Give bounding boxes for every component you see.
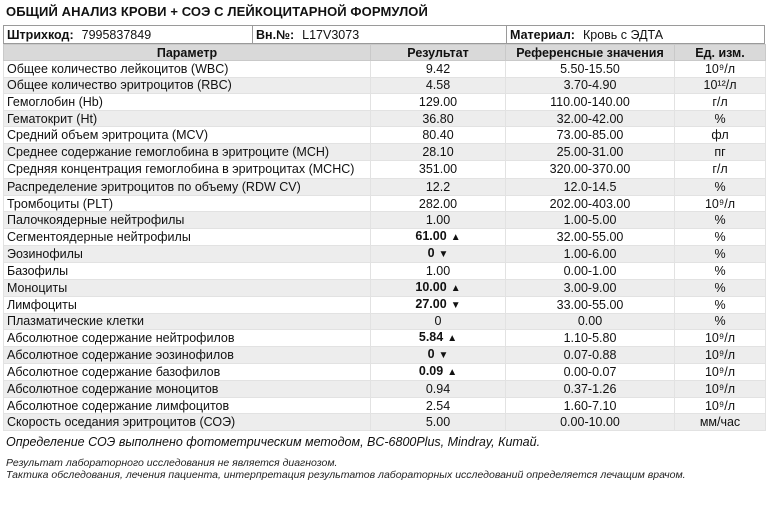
result-value: 0	[427, 245, 435, 260]
table-row	[4, 127, 766, 144]
unit: %	[675, 110, 766, 127]
table-row	[4, 143, 766, 160]
result-value: 61.00	[415, 228, 447, 243]
arrow-down-icon: ▼	[450, 299, 461, 311]
result-value: 4.58	[425, 78, 451, 93]
arrow-down-icon: ▼	[438, 248, 449, 260]
parameter-name: Лимфоциты	[4, 296, 371, 313]
reference-range: 1.00-5.00	[506, 212, 675, 229]
unit: %	[675, 212, 766, 229]
table-row	[4, 279, 766, 296]
result-value-cell	[371, 296, 506, 313]
table-row	[4, 414, 766, 431]
table-row	[4, 347, 766, 364]
result-value: 9.42	[425, 61, 451, 76]
parameter-name: Абсолютное содержание эозинофилов	[4, 347, 371, 364]
unit: пг	[675, 143, 766, 160]
external-number-cell	[253, 26, 507, 43]
unit: %	[675, 296, 766, 313]
unit: 10⁹/л	[675, 397, 766, 414]
result-value-cell	[371, 313, 506, 330]
result-value-cell	[371, 160, 506, 179]
header-reference: Референсные значения	[506, 45, 675, 61]
arrow-up-icon: ▲	[450, 282, 461, 294]
result-value: 5.00	[425, 415, 451, 430]
result-value-cell	[371, 347, 506, 364]
result-value: 1.00	[425, 213, 451, 228]
reference-range: 5.50-15.50	[506, 61, 675, 78]
table-row	[4, 364, 766, 381]
table-row	[4, 262, 766, 279]
reference-range: 202.00-403.00	[506, 195, 675, 212]
reference-range: 12.0-14.5	[506, 179, 675, 196]
unit: %	[675, 245, 766, 262]
result-value-cell	[371, 143, 506, 160]
barcode-label: Штрихкод:	[7, 27, 74, 42]
result-value: 27.00	[415, 296, 447, 311]
result-value-cell	[371, 179, 506, 196]
result-value-cell	[371, 364, 506, 381]
reference-range: 3.00-9.00	[506, 279, 675, 296]
parameter-name: Общее количество лейкоцитов (WBC)	[4, 61, 371, 78]
reference-range: 0.00	[506, 313, 675, 330]
parameter-name: Скорость оседания эритроцитов (СОЭ)	[4, 414, 371, 431]
parameter-name: Плазматические клетки	[4, 313, 371, 330]
header-result: Результат	[371, 45, 506, 61]
unit: 10⁹/л	[675, 381, 766, 398]
result-value: 0.09	[418, 364, 444, 379]
result-value: 0	[434, 314, 442, 329]
table-row	[4, 313, 766, 330]
parameter-name: Сегментоядерные нейтрофилы	[4, 228, 371, 245]
disclaimer-diagnosis: Результат лабораторного исследования не является диагнозом.	[6, 457, 338, 469]
table-row	[4, 195, 766, 212]
unit: %	[675, 313, 766, 330]
reference-range: 3.70-4.90	[506, 77, 675, 94]
result-value: 351.00	[418, 162, 458, 177]
result-value-cell	[371, 414, 506, 431]
reference-range: 25.00-31.00	[506, 143, 675, 160]
result-value: 12.2	[425, 179, 451, 194]
unit: 10⁹/л	[675, 347, 766, 364]
result-value: 80.40	[422, 128, 454, 143]
unit: 10⁹/л	[675, 61, 766, 78]
external-number-label: Вн.№:	[256, 27, 295, 42]
specimen-info-bar	[3, 25, 765, 44]
material-cell	[507, 26, 764, 43]
reference-range: 1.00-6.00	[506, 245, 675, 262]
arrow-up-icon: ▲	[450, 231, 461, 243]
result-value: 0	[427, 347, 435, 362]
reference-range: 320.00-370.00	[506, 160, 675, 179]
unit: 10¹²/л	[675, 77, 766, 94]
table-row	[4, 77, 766, 94]
result-value-cell	[371, 245, 506, 262]
results-table	[3, 44, 766, 431]
parameter-name: Абсолютное содержание нейтрофилов	[4, 330, 371, 347]
barcode-value: 7995837849	[81, 27, 152, 42]
table-row	[4, 228, 766, 245]
parameter-name: Абсолютное содержание базофилов	[4, 364, 371, 381]
parameter-name: Распределение эритроцитов по объему (RDW CV)	[4, 179, 371, 196]
result-value: 0.94	[425, 381, 451, 396]
unit: %	[675, 262, 766, 279]
table-row	[4, 160, 766, 179]
table-row	[4, 245, 766, 262]
reference-range: 110.00-140.00	[506, 94, 675, 111]
result-value-cell	[371, 77, 506, 94]
result-value-cell	[371, 279, 506, 296]
result-value-cell	[371, 212, 506, 229]
arrow-up-icon: ▲	[447, 367, 458, 379]
unit: мм/час	[675, 414, 766, 431]
unit: г/л	[675, 94, 766, 111]
unit: 10⁹/л	[675, 364, 766, 381]
parameter-name: Общее количество эритроцитов (RBC)	[4, 77, 371, 94]
parameter-name: Абсолютное содержание моноцитов	[4, 381, 371, 398]
result-value: 2.54	[425, 398, 451, 413]
external-number-value: L17V3073	[302, 27, 360, 42]
arrow-up-icon: ▲	[447, 333, 458, 345]
table-row	[4, 381, 766, 398]
material-label: Материал:	[510, 27, 575, 42]
parameter-name: Базофилы	[4, 262, 371, 279]
result-value: 36.80	[422, 111, 454, 126]
unit: 10⁹/л	[675, 330, 766, 347]
result-value: 129.00	[418, 94, 458, 109]
result-value: 1.00	[425, 263, 451, 278]
result-value-cell	[371, 262, 506, 279]
reference-range: 33.00-55.00	[506, 296, 675, 313]
unit: %	[675, 279, 766, 296]
reference-range: 0.00-0.07	[506, 364, 675, 381]
table-row	[4, 397, 766, 414]
parameter-name: Гематокрит (Ht)	[4, 110, 371, 127]
unit: %	[675, 179, 766, 196]
reference-range: 0.00-10.00	[506, 414, 675, 431]
result-value: 282.00	[418, 196, 458, 211]
table-row	[4, 110, 766, 127]
disclaimer-interpretation: Тактика обследования, лечения пациента, интерпретация результатов лабораторных исследований определяется лечащим врачом.	[6, 469, 686, 481]
reference-range: 1.10-5.80	[506, 330, 675, 347]
header-parameter: Параметр	[4, 45, 371, 61]
table-row	[4, 94, 766, 111]
table-row	[4, 212, 766, 229]
unit: %	[675, 228, 766, 245]
result-value-cell	[371, 330, 506, 347]
parameter-name: Гемоглобин (Hb)	[4, 94, 371, 111]
result-value-cell	[371, 228, 506, 245]
result-value-cell	[371, 195, 506, 212]
method-note: Определение СОЭ выполнено фотометрическим методом, BC-6800Plus, Mindray, Китай.	[6, 435, 541, 449]
reference-range: 73.00-85.00	[506, 127, 675, 144]
arrow-down-icon: ▼	[438, 350, 449, 362]
parameter-name: Средний объем эритроцита (MCV)	[4, 127, 371, 144]
parameter-name: Эозинофилы	[4, 245, 371, 262]
unit: фл	[675, 127, 766, 144]
barcode-cell	[4, 26, 253, 43]
material-value: Кровь с ЭДТА	[582, 27, 664, 42]
parameter-name: Средняя концентрация гемоглобина в эритроцитах (MCHC)	[4, 160, 371, 179]
reference-range: 0.37-1.26	[506, 381, 675, 398]
parameter-name: Моноциты	[4, 279, 371, 296]
result-value-cell	[371, 127, 506, 144]
result-value: 28.10	[422, 144, 454, 159]
parameter-name: Абсолютное содержание лимфоцитов	[4, 397, 371, 414]
parameter-name: Среднее содержание гемоглобина в эритроците (MCH)	[4, 143, 371, 160]
header-unit: Ед. изм.	[675, 45, 766, 61]
result-value-cell	[371, 381, 506, 398]
table-row	[4, 330, 766, 347]
result-value: 10.00	[415, 279, 447, 294]
result-value-cell	[371, 397, 506, 414]
table-row	[4, 179, 766, 196]
reference-range: 1.60-7.10	[506, 397, 675, 414]
reference-range: 32.00-42.00	[506, 110, 675, 127]
result-value-cell	[371, 94, 506, 111]
report-title: ОБЩИЙ АНАЛИЗ КРОВИ + СОЭ С ЛЕЙКОЦИТАРНОЙ ФОРМУЛОЙ	[6, 4, 428, 19]
parameter-name: Палочкоядерные нейтрофилы	[4, 212, 371, 229]
reference-range: 0.07-0.88	[506, 347, 675, 364]
unit: г/л	[675, 160, 766, 179]
unit: 10⁹/л	[675, 195, 766, 212]
reference-range: 32.00-55.00	[506, 228, 675, 245]
table-row	[4, 296, 766, 313]
reference-range: 0.00-1.00	[506, 262, 675, 279]
table-row	[4, 61, 766, 78]
parameter-name: Тромбоциты (PLT)	[4, 195, 371, 212]
result-value: 5.84	[418, 330, 444, 345]
result-value-cell	[371, 110, 506, 127]
results-header-row	[4, 45, 766, 61]
result-value-cell	[371, 61, 506, 78]
